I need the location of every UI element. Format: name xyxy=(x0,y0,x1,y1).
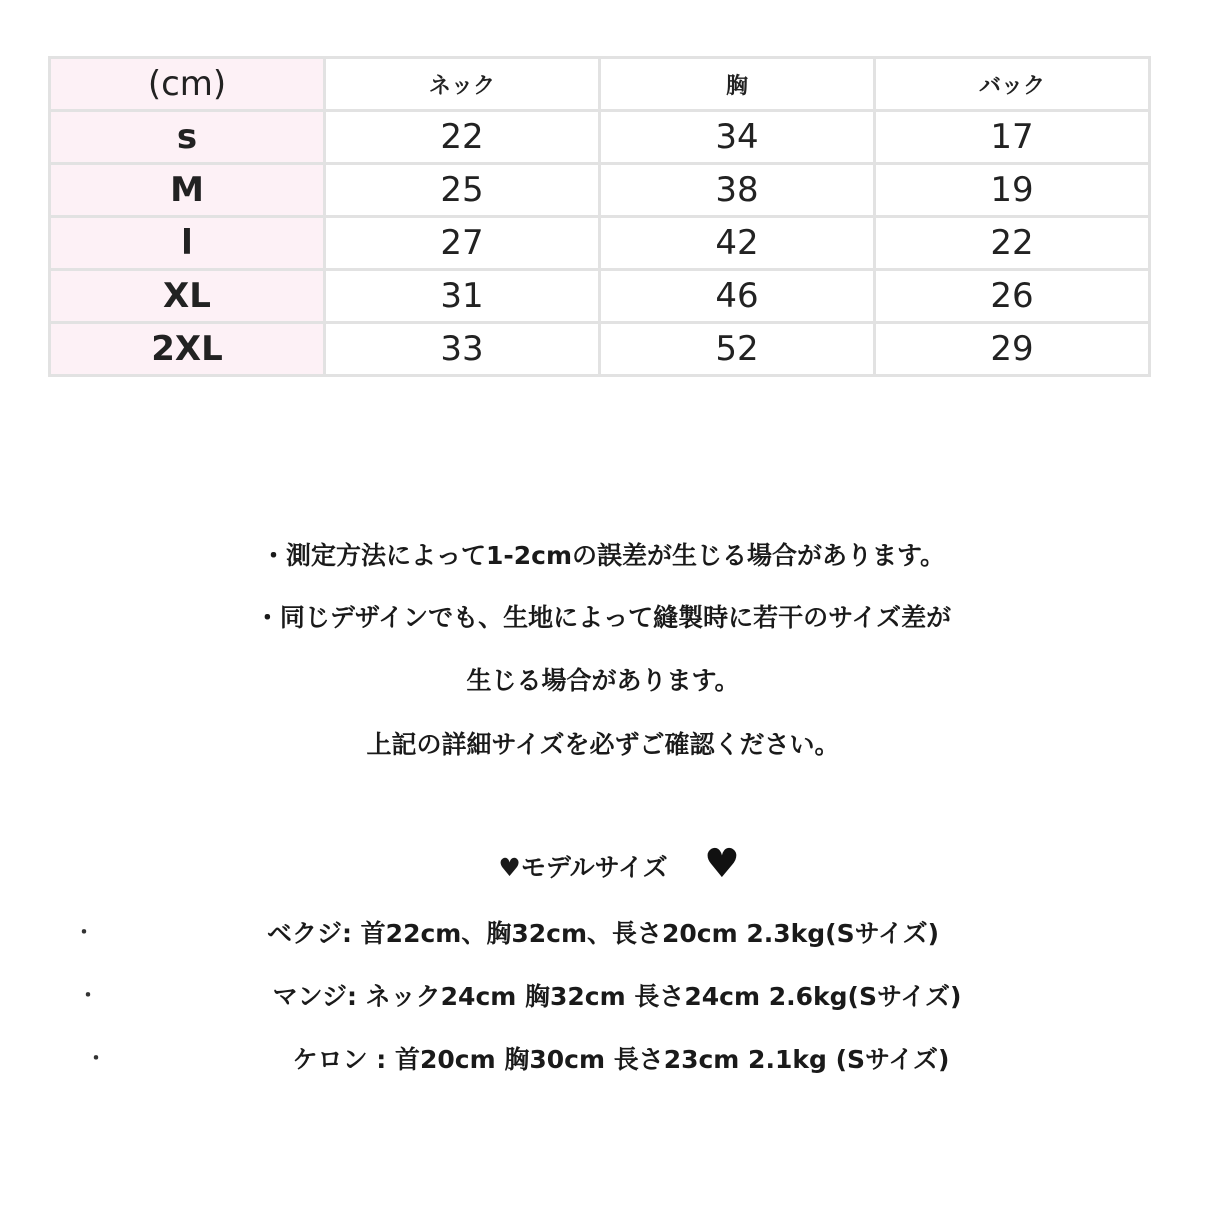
chest-value: 34 xyxy=(600,111,875,164)
chest-header: 胸 xyxy=(600,58,875,111)
table-header-row xyxy=(50,58,1150,111)
size-label: XL xyxy=(50,270,325,323)
size-label: M xyxy=(50,164,325,217)
bullet-dot: ・ xyxy=(74,920,94,944)
table-row xyxy=(50,111,1150,164)
bullet-dot: ・ xyxy=(86,1046,106,1070)
back-value: 22 xyxy=(875,217,1150,270)
size-label: 2XL xyxy=(50,323,325,376)
model-item: ベクジ: 首22cm、胸32cm、長さ20cm 2.3kg(Sサイズ) xyxy=(266,919,940,948)
model-item: ケロン : 首20cm 胸30cm 長さ23cm 2.1kg (Sサイズ) xyxy=(292,1045,950,1074)
neck-value: 31 xyxy=(325,270,600,323)
note-fabric-difference: ・同じデザインでも、生地によって縫製時に若干のサイズ差が xyxy=(254,603,952,632)
chest-value: 46 xyxy=(600,270,875,323)
table-row xyxy=(50,323,1150,376)
size-table xyxy=(48,56,1151,377)
table-row xyxy=(50,270,1150,323)
note-measurement-error: ・測定方法によって1-2cmの誤差が生じる場合があります。 xyxy=(260,541,946,570)
model-item: マンジ: ネック24cm 胸32cm 長さ24cm 2.6kg(Sサイズ) xyxy=(272,982,962,1011)
neck-value: 33 xyxy=(325,323,600,376)
back-header: バック xyxy=(875,58,1150,111)
neck-value: 27 xyxy=(325,217,600,270)
size-label: l xyxy=(50,217,325,270)
chest-value: 38 xyxy=(600,164,875,217)
neck-value: 25 xyxy=(325,164,600,217)
back-value: 29 xyxy=(875,323,1150,376)
back-value: 17 xyxy=(875,111,1150,164)
note-fabric-difference-cont: 生じる場合があります。 xyxy=(466,666,740,695)
table-row xyxy=(50,164,1150,217)
neck-header: ネック xyxy=(325,58,600,111)
chest-value: 42 xyxy=(600,217,875,270)
table-row xyxy=(50,217,1150,270)
unit-header: (cm) xyxy=(50,58,325,111)
back-value: 26 xyxy=(875,270,1150,323)
model-size-title: ♥モデルサイズ xyxy=(498,853,668,882)
bullet-dot: ・ xyxy=(78,983,98,1007)
neck-value: 22 xyxy=(325,111,600,164)
chest-value: 52 xyxy=(600,323,875,376)
heart-icon: ♥ xyxy=(704,841,740,887)
note-check-size: 上記の詳細サイズを必ずご確認ください。 xyxy=(366,730,840,759)
back-value: 19 xyxy=(875,164,1150,217)
size-label: s xyxy=(50,111,325,164)
